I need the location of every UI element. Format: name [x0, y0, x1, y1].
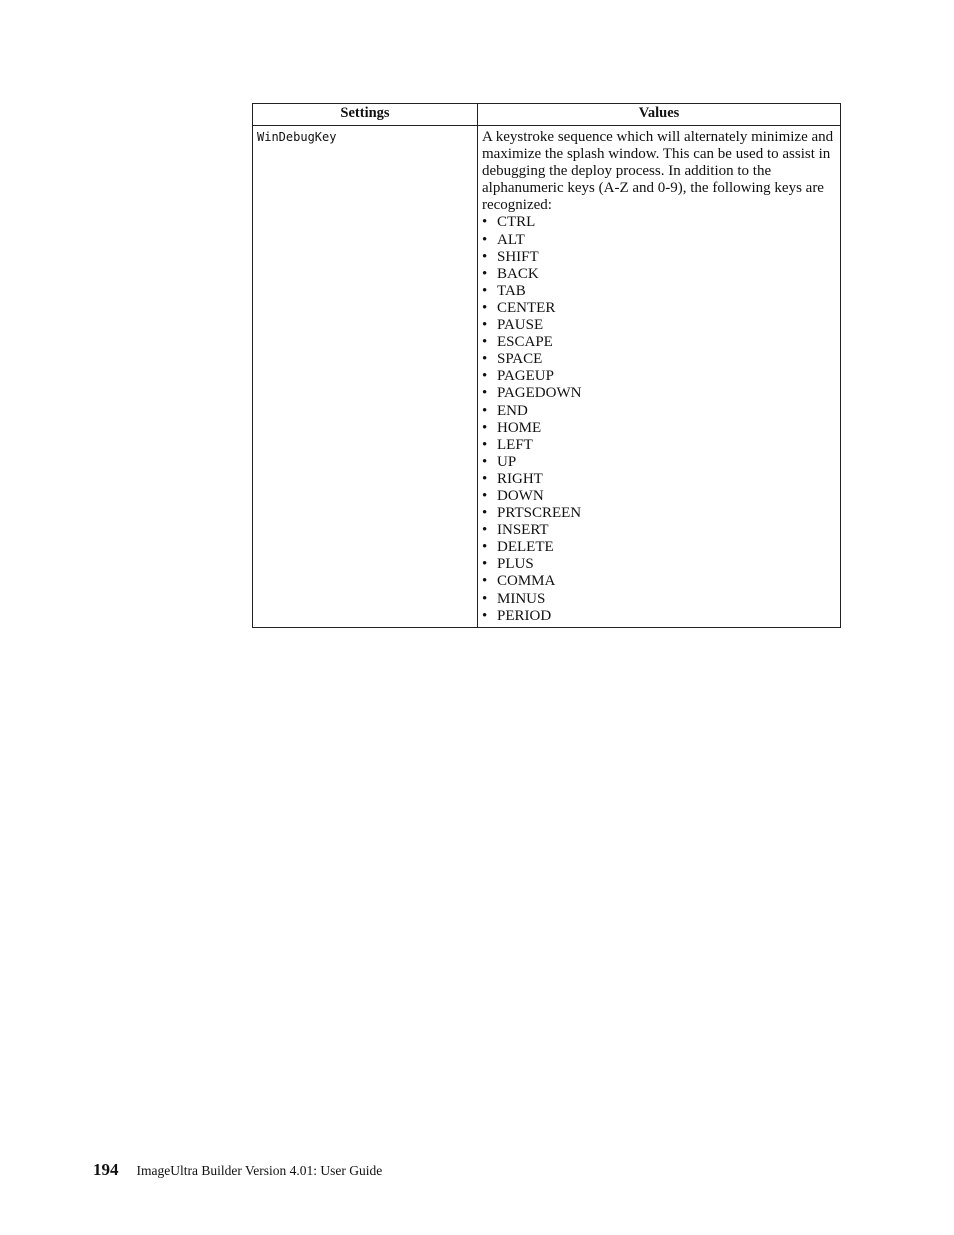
key-list-item: [482, 368, 836, 385]
key-list-item: [482, 454, 836, 471]
bullet-icon: •: [482, 539, 488, 556]
key-name: INSERT: [497, 522, 549, 539]
bullet-icon: •: [482, 419, 488, 436]
key-list-item: [482, 573, 836, 590]
key-name: TAB: [497, 282, 526, 299]
key-name: PERIOD: [497, 607, 552, 624]
page-number: 194: [93, 1160, 119, 1179]
key-list-item: [482, 403, 836, 420]
bullet-icon: •: [482, 522, 488, 539]
key-name: SPACE: [497, 351, 543, 368]
key-list-item: [482, 539, 836, 556]
key-name: COMMA: [497, 573, 556, 590]
bullet-icon: •: [482, 487, 488, 504]
bullet-icon: •: [482, 282, 488, 299]
key-list-item: [482, 232, 836, 249]
bullet-icon: •: [482, 299, 488, 316]
key-name: PAGEUP: [497, 368, 554, 385]
key-name: PAUSE: [497, 317, 544, 334]
bullet-icon: •: [482, 470, 488, 487]
setting-description: A keystroke sequence which will alternately minimize and maximize the splash window. This can be used to assist in debugging the deploy process. In addition to the alphanumeric keys (A-Z and 0-9), the following keys are recognized:: [482, 129, 834, 214]
key-name: ESCAPE: [497, 334, 553, 351]
key-name: CENTER: [497, 299, 556, 316]
bullet-icon: •: [482, 573, 488, 590]
key-name: DELETE: [497, 539, 554, 556]
bullet-icon: •: [482, 334, 488, 351]
bullet-icon: •: [482, 505, 488, 522]
key-list-item: [482, 488, 836, 505]
bullet-icon: •: [482, 590, 488, 607]
key-list-item: [482, 505, 836, 522]
key-list-item: [482, 300, 836, 317]
key-name: PRTSCREEN: [497, 505, 582, 522]
key-list-item: [482, 283, 836, 300]
header-values: Values: [478, 104, 841, 126]
key-name: LEFT: [497, 436, 533, 453]
key-name: SHIFT: [497, 248, 539, 265]
key-list-item: [482, 471, 836, 488]
key-list-item: [482, 214, 836, 231]
bullet-icon: •: [482, 248, 488, 265]
bullet-icon: •: [482, 385, 488, 402]
bullet-icon: •: [482, 402, 488, 419]
table-row: [253, 126, 841, 628]
key-name: END: [497, 402, 528, 419]
key-name: UP: [497, 453, 517, 470]
bullet-icon: •: [482, 317, 488, 334]
key-name: DOWN: [497, 487, 544, 504]
bullet-icon: •: [482, 368, 488, 385]
key-list-item: [482, 522, 836, 539]
setting-cell: [253, 126, 478, 628]
key-list-item: [482, 591, 836, 608]
key-name: RIGHT: [497, 470, 543, 487]
bullet-icon: •: [482, 231, 488, 248]
key-name: CTRL: [497, 214, 536, 231]
settings-table: [252, 103, 841, 628]
key-list-item: [482, 266, 836, 283]
key-list-item: [482, 420, 836, 437]
header-settings: Settings: [253, 104, 478, 126]
key-name: PAGEDOWN: [497, 385, 582, 402]
bullet-icon: •: [482, 351, 488, 368]
key-list-item: [482, 334, 836, 351]
key-list-item: [482, 608, 836, 625]
recognized-keys-list: [482, 214, 836, 624]
table-header-row: [253, 104, 841, 126]
key-list-item: [482, 437, 836, 454]
key-name: BACK: [497, 265, 539, 282]
bullet-icon: •: [482, 607, 488, 624]
page-footer: [93, 1160, 382, 1180]
document-title: ImageUltra Builder Version 4.01: User Guide: [136, 1163, 383, 1178]
key-name: ALT: [497, 231, 525, 248]
key-name: PLUS: [497, 556, 534, 573]
bullet-icon: •: [482, 214, 488, 231]
key-name: HOME: [497, 419, 542, 436]
value-cell: [478, 126, 841, 628]
key-list-item: [482, 317, 836, 334]
bullet-icon: •: [482, 556, 488, 573]
bullet-icon: •: [482, 265, 488, 282]
key-list-item: [482, 385, 836, 402]
key-list-item: [482, 249, 836, 266]
bullet-icon: •: [482, 436, 488, 453]
key-name: MINUS: [497, 590, 546, 607]
key-list-item: [482, 351, 836, 368]
bullet-icon: •: [482, 453, 488, 470]
setting-name: WinDebugKey: [257, 130, 337, 144]
key-list-item: [482, 556, 836, 573]
